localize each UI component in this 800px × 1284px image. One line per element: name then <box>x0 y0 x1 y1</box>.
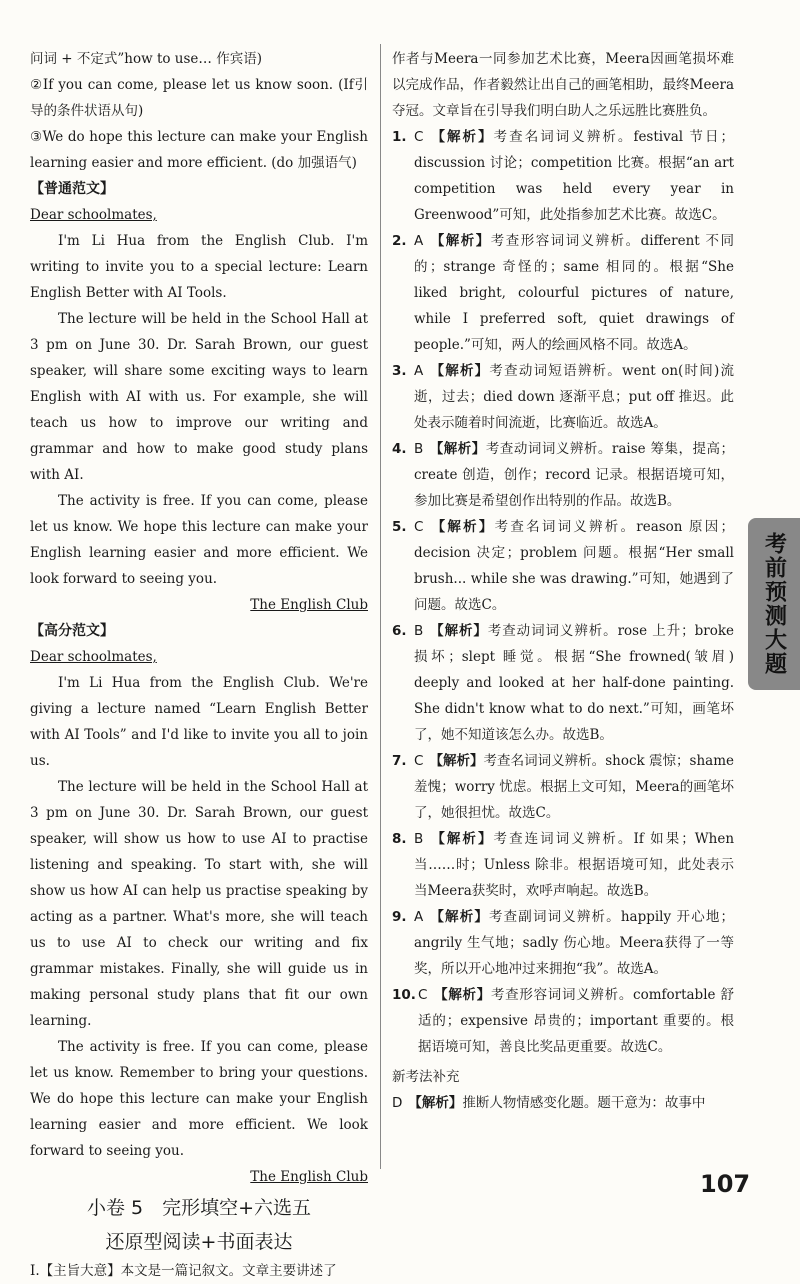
page-number: 107 <box>700 1170 751 1198</box>
section-title-1: 小卷 5 完形填空+六选五 <box>86 1197 312 1219</box>
answer-item-4 <box>392 436 734 514</box>
item-answer: C <box>414 129 424 145</box>
item-text: 考查名词词义辨析。shock 震惊；shame 羞愧；worry 忧虑。根据上文可知，Meera的画笔坏了，她很担忧。故选C。 <box>414 753 734 821</box>
gaofen-header: 【高分范文】 <box>30 623 114 639</box>
item-answer: A <box>414 233 424 249</box>
xkf-answer: D <box>392 1095 403 1111</box>
item-text: 考查形容词词义辨析。comfortable 舒适的；expensive 昂贵的；important 重要的。根据语境可知，善良比奖品更重要。故选C。 <box>418 987 735 1055</box>
left-column <box>30 46 368 1284</box>
gaofen-para-2: The lecture will be held in the School Hall at 3 pm on June 30. Dr. Sarah Brown, our guest speaker, will show us how to use AI to practise listening and speaking. To start with, she will show us how AI can help us practise speaking by acting as a partner. What's more, she will teach us to use AI to check our writing and fix grammar mistakes. Finally, she will guide us in making personal study plans that fit our own learning. <box>30 779 368 1029</box>
item-text: 考查动词词义辨析。raise 筹集，提高；create 创造，创作；record 记录。根据语境可知，参加比赛是希望创作出特别的作品。故选B。 <box>414 441 735 509</box>
item-number: 3. <box>392 363 407 379</box>
item-text: 考查名词词义辨析。reason 原因；decision 决定；problem 问题。根据“Her small brush... while she was drawing.”可知，她遇到了问题。故选C。 <box>414 519 734 613</box>
item-number: 8. <box>392 831 407 847</box>
item-tag: 【解析】 <box>433 987 491 1003</box>
item-text: 考查副词词义辨析。happily 开心地；angrily 生气地；sadly 伤心地。Meera获得了一等奖，所以开心地冲过来拥抱“我”。故选A。 <box>414 909 734 977</box>
item-number: 2. <box>392 233 407 249</box>
item-tag: 【解析】 <box>429 909 489 925</box>
gaofen-para-3: The activity is free. If you can come, please let us know. Remember to bring your questions. We do hope this lecture can make your English learning easier and more efficient. We look forward to seeing you. <box>30 1039 368 1159</box>
xkf-tag: 【解析】 <box>408 1095 463 1111</box>
intro-line-1: 问词 + 不定式”how to use… 作宾语) <box>30 51 262 67</box>
answer-item-6 <box>392 618 734 748</box>
answer-item-7 <box>392 748 734 826</box>
new-question-type-header: 新考法补充 <box>392 1069 460 1085</box>
gaofen-para-1: I'm Li Hua from the English Club. We're giving a lecture named “Learn English Better with AI Tools” and I'd like to invite you all to join us. <box>30 675 368 769</box>
side-tab-label: 考前预测大题 <box>748 518 800 690</box>
answer-item-10 <box>392 982 734 1060</box>
item-number: 10. <box>392 987 416 1003</box>
item-tag: 【解析】 <box>429 233 491 249</box>
item-answer: A <box>414 363 424 379</box>
item-answer: C <box>418 987 428 1003</box>
item-tag: 【解析】 <box>429 441 486 457</box>
intro-line-2: ②If you can come, please let us know soon. (If引导的条件状语从句) <box>30 77 368 119</box>
item-tag: 【解析】 <box>429 753 484 769</box>
item-number: 6. <box>392 623 407 639</box>
putong-header: 【普通范文】 <box>30 181 114 197</box>
item-text: 考查动词短语辨析。went on(时间)流逝，过去；died down 逐渐平息；put off 推迟。此处表示随着时间流逝，比赛临近。故选A。 <box>414 363 735 431</box>
item-answer: C <box>414 753 424 769</box>
item-number: 9. <box>392 909 407 925</box>
section-title-2: 还原型阅读+书面表达 <box>105 1231 293 1253</box>
answer-item-8 <box>392 826 734 904</box>
item-number: 1. <box>392 129 407 145</box>
item-tag: 【解析】 <box>429 363 490 379</box>
item-text: 考查名词词义辨析。festival 节日；discussion 讨论；competition 比赛。根据“an art competition was held every year in Greenwood”可知，此处指参加艺术比赛。故选C。 <box>414 129 734 223</box>
answer-item-5 <box>392 514 734 618</box>
intro-line-3: ③We do hope this lecture can make your English learning easier and more efficient. (do 加强语气) <box>30 129 368 171</box>
answer-item-2 <box>392 228 734 358</box>
putong-para-3: The activity is free. If you can come, please let us know. We hope this lecture can make your English learning easier and more efficient. We look forward to seeing you. <box>30 493 368 587</box>
column-divider <box>380 44 381 1169</box>
item-tag: 【解析】 <box>429 519 495 535</box>
answer-item-1 <box>392 124 734 228</box>
item-answer: B <box>414 831 424 847</box>
answer-item-3 <box>392 358 734 436</box>
item-text: 考查动词词义辨析。rose 上升；broke 损坏；slept 睡觉。根据“She frowned(皱眉) deeply and looked at her half-done painting. She didn't know what to do next.”可知，画笔坏了，她不知道该怎么办。故选B。 <box>414 623 734 743</box>
item-number: 7. <box>392 753 407 769</box>
item-answer: B <box>414 623 424 639</box>
summary-continued: 作者与Meera一同参加艺术比赛，Meera因画笔损坏难以完成作品，作者毅然让出自己的画笔相助，最终Meera夺冠。文章旨在引导我们明白助人之乐远胜比赛胜负。 <box>392 51 734 119</box>
putong-para-2: The lecture will be held in the School Hall at 3 pm on June 30. Dr. Sarah Brown, our guest speaker, will share some exciting ways to learn English with AI with us. For example, she will teach us how to improve our writing and grammar and how to make good study plans with AI. <box>30 311 368 483</box>
item-answer: B <box>414 441 424 457</box>
summary-line: Ⅰ.【主旨大意】本文是一篇记叙文。文章主要讲述了 <box>30 1263 337 1279</box>
right-column <box>392 46 734 1116</box>
item-answer: A <box>414 909 424 925</box>
putong-signature: The English Club <box>250 597 368 613</box>
item-tag: 【解析】 <box>429 623 488 639</box>
item-tag: 【解析】 <box>429 129 494 145</box>
item-number: 5. <box>392 519 407 535</box>
item-text: 考查连词词义辨析。If 如果；When 当……时；Unless 除非。根据语境可知，此处表示当Meera获奖时，欢呼声响起。故选B。 <box>414 831 735 899</box>
item-text: 考查形容词词义辨析。different 不同的；strange 奇怪的；same 相同的。根据“She liked bright, colourful pictures of nature, while I preferred soft, quiet drawings of people.”可知，两人的绘画风格不同。故选A。 <box>414 233 735 353</box>
answer-item-9 <box>392 904 734 982</box>
gaofen-signature: The English Club <box>250 1169 368 1185</box>
gaofen-salutation: Dear schoolmates, <box>30 649 157 665</box>
putong-salutation: Dear schoolmates, <box>30 207 157 223</box>
item-answer: C <box>414 519 424 535</box>
item-number: 4. <box>392 441 407 457</box>
xkf-text: 推断人物情感变化题。题干意为：故事中 <box>462 1095 706 1111</box>
item-tag: 【解析】 <box>429 831 494 847</box>
putong-para-1: I'm Li Hua from the English Club. I'm writing to invite you to a special lecture: Learn English Better with AI Tools. <box>30 233 368 301</box>
new-question-type-line <box>392 1090 734 1116</box>
